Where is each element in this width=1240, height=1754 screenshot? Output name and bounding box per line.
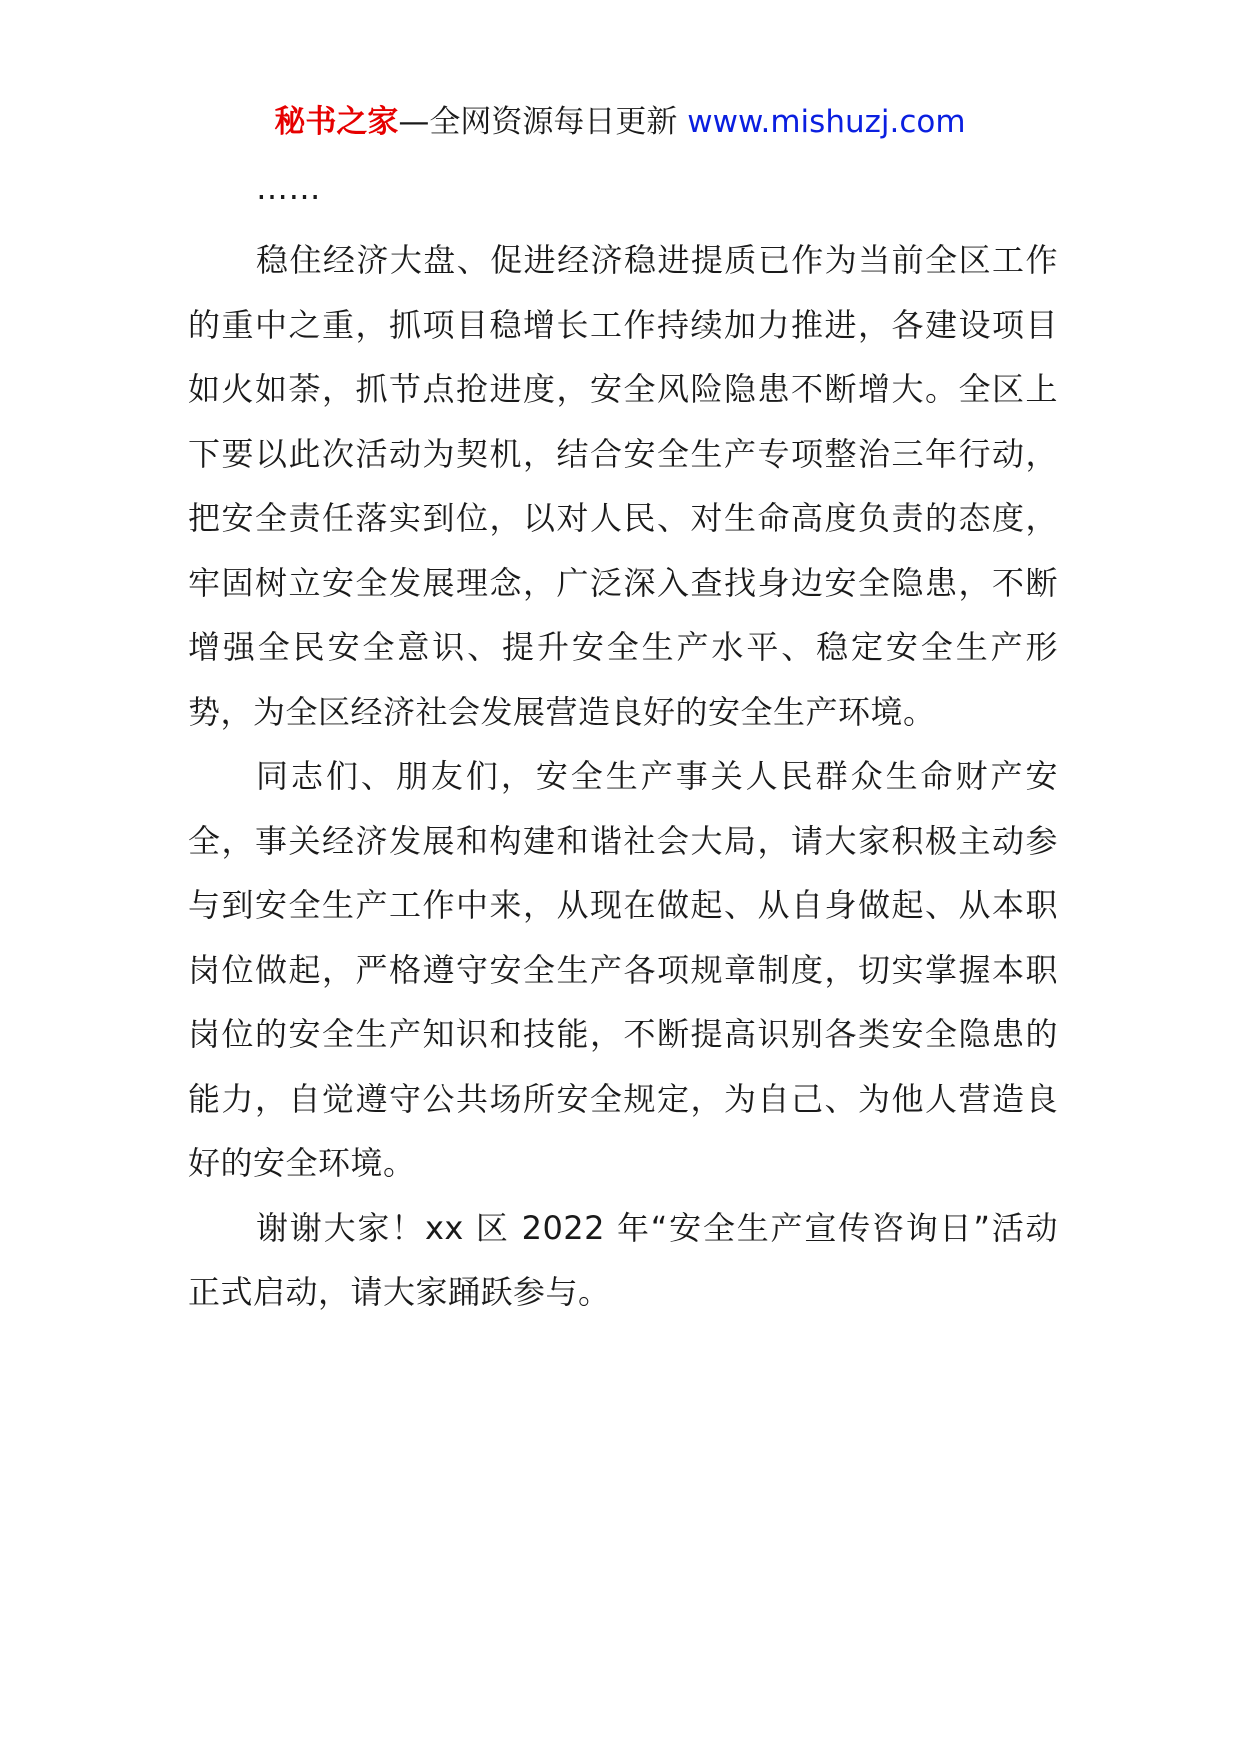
paragraph-1: 稳住经济大盘、促进经济稳进提质已作为当前全区工作的重中之重，抓项目稳增长工作持续加力推进，各建设项目如火如荼，抓节点抢进度，安全风险隐患不断增大。全区上下要以此次活动为契机，结合安全生产专项整治三年行动，把安全责任落实到位，以对人民、对生命高度负责的态度，牢固树立安全发展理念，广泛深入查找身边安全隐患，不断增强全民安全意识、提升安全生产水平、稳定安全生产形势，为全区经济社会发展营造良好的安全生产环境。 — [188, 241, 1058, 731]
ellipsis-marker: …… — [256, 169, 321, 207]
document-body — [188, 168, 1058, 1325]
paragraph-3: 谢谢大家！xx 区 2022 年“安全生产宣传咨询日”活动正式启动，请大家踊跃参与。 — [188, 1208, 1058, 1311]
site-url-link[interactable]: www.mishuzj.com — [687, 104, 966, 140]
header-tagline: —全网资源每日更新 — [398, 104, 678, 140]
page-header — [0, 100, 1240, 144]
brand-name: 秘书之家 — [274, 104, 399, 140]
paragraph-2: 同志们、朋友们，安全生产事关人民群众生命财产安全，事关经济发展和构建和谐社会大局，请大家积极主动参与到安全生产工作中来，从现在做起、从自身做起、从本职岗位做起，严格遵守安全生产各项规章制度，切实掌握本职岗位的安全生产知识和技能，不断提高识别各类安全隐患的能力，自觉遵守公共场所安全规定，为自己、为他人营造良好的安全环境。 — [188, 757, 1058, 1182]
